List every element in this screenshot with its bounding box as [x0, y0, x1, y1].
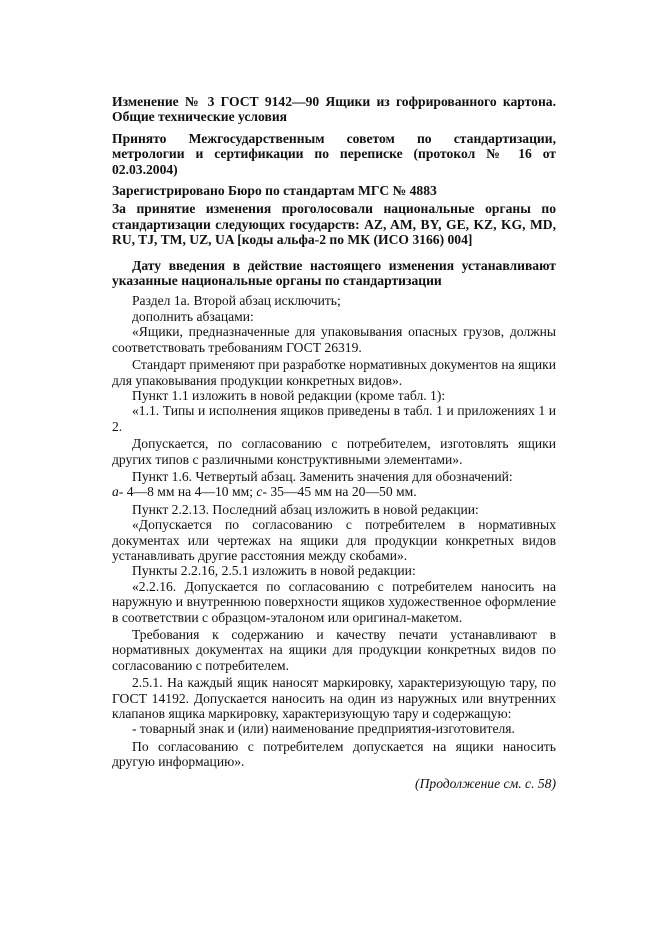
- paragraph: Раздел 1а. Второй абзац исключить;: [132, 293, 341, 309]
- paragraph: Стандарт применяют при разработке нормативных документов на ящики для упаковывания продукции конкретных видов».: [112, 357, 556, 388]
- paragraph: дополнить абзацами:: [132, 308, 254, 324]
- paragraph-values: [112, 484, 556, 499]
- paragraph: Пункты 2.2.16, 2.5.1 изложить в новой редакции:: [132, 563, 416, 579]
- paragraph: «Допускается по согласованию с потребителем в нормативных документах или чертежах на ящики для продукции конкретных видов устанавливать другие расстояния между скобами».: [112, 517, 556, 563]
- paragraph: Пункт 2.2.13. Последний абзац изложить в новой редакции:: [132, 501, 479, 517]
- paragraph: - товарный знак и (или) наименование предприятия-изготовителя.: [132, 721, 515, 737]
- effective-date-note: Дату введения в действие настоящего изменения устанавливают указанные национальные органы по стандартизации: [112, 257, 556, 289]
- paragraph: «1.1. Типы и исполнения ящиков приведены в табл. 1 и приложениях 1 и 2.: [112, 403, 556, 434]
- paragraph: «2.2.16. Допускается по согласованию с потребителем наносить на наружную и внутреннюю поверхности ящиков художественное оформление в соответствии с образцом-эталоном или оригинал-макетом.: [112, 578, 556, 625]
- paragraph: Пункт 1.6. Четвертый абзац. Заменить значения для обозначений:: [132, 468, 513, 484]
- paragraph: «Ящики, предназначенные для упаковывания опасных грузов, должны соответствовать требованиям ГОСТ 26319.: [112, 324, 556, 355]
- variable-c: c: [256, 484, 263, 500]
- paragraph: Требования к содержанию и качеству печати устанавливают в нормативных документах на ящики для продукции конкретных видов по согласованию с потребителем.: [112, 627, 556, 673]
- value-c: - 35—45 мм на 20—50 мм.: [262, 484, 417, 500]
- continuation-note: (Продолжение см. с. 58): [415, 775, 556, 791]
- voting-countries: За принятие изменения проголосовали национальные органы по стандартизации следующих государств: AZ, AM, BY, GE, KZ, KG, MD, RU, TJ, TM, UZ, UA [коды альфа-2 по МК (ИСО 3166) 004]: [112, 201, 556, 248]
- value-a: - 4—8 мм на 4—10 мм;: [118, 484, 257, 500]
- paragraph: Допускается, по согласованию с потребителем, изготовлять ящики других типов с различными конструктивными элементами».: [112, 436, 556, 467]
- variable-a: a: [112, 484, 119, 500]
- document-page: [112, 94, 556, 791]
- paragraph: Пункт 1.1 изложить в новой редакции (кроме табл. 1):: [132, 387, 446, 403]
- adopted-by: Принято Межгосударственным советом по стандартизации, метрологии и сертификации по переписке (протокол № 16 от 02.03.2004): [112, 130, 556, 177]
- paragraph: По согласованию с потребителем допускается на ящики наносить другую информацию».: [112, 738, 556, 770]
- registration: Зарегистрировано Бюро по стандартам МГС № 4883: [112, 183, 437, 199]
- amendment-title: Изменение № 3 ГОСТ 9142—90 Ящики из гофрированного картона. Общие технические условия: [112, 94, 556, 125]
- paragraph: 2.5.1. На каждый ящик наносят маркировку, характеризующую тару, по ГОСТ 14192. Допускается наносить на один из наружных или внутренних клапанов ящика маркировку, характеризующую тару и содержащую:: [112, 675, 556, 722]
